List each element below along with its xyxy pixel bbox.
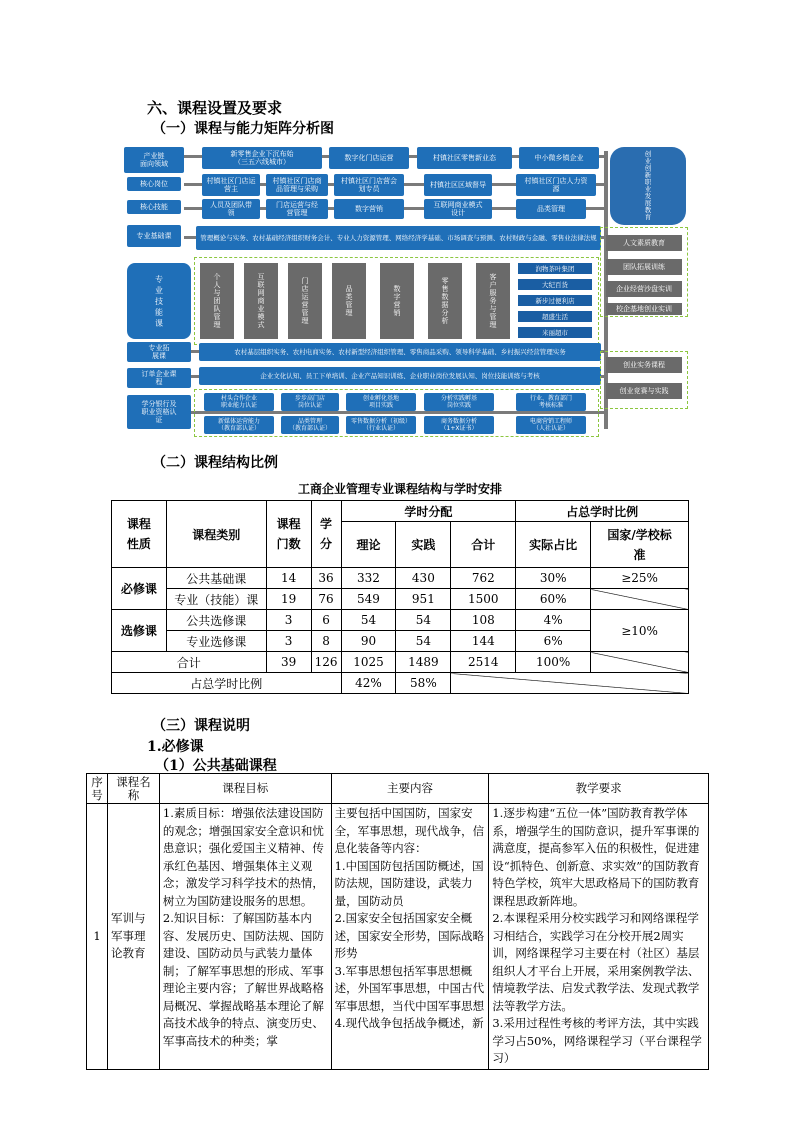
cell-no: 1 — [87, 804, 108, 1070]
th-goal: 课程目标 — [159, 774, 331, 804]
label-core-post: 核心岗位 — [127, 177, 181, 191]
enterprise-box-5: 米丽超市 — [518, 327, 592, 338]
cell-credit: 6 — [311, 610, 341, 631]
enterprise-box-1: 润物茶叶集团 — [518, 263, 592, 274]
th-credit: 学 分 — [311, 501, 341, 568]
th-nature: 课程 性质 — [112, 501, 167, 568]
cell-ratio-label: 占总学时比例 — [112, 673, 342, 694]
cell-actual: 30% — [516, 568, 591, 589]
th-type: 课程类别 — [166, 501, 266, 568]
th-theory: 理论 — [341, 522, 396, 568]
cell-ratio-theory: 42% — [341, 673, 396, 694]
post-box-3: 村镇社区门店营会 划专员 — [334, 174, 404, 196]
th-name: 课程名 称 — [107, 774, 159, 804]
skill-box-4: 互联网商业模式 设计 — [424, 199, 492, 219]
cell-sum-count: 39 — [266, 652, 311, 673]
cell-type: 公共基础课 — [166, 568, 266, 589]
right-box-6: 创业竞赛与实践 — [606, 383, 682, 399]
skill-course-7: 客 户 服 务 与 管 理 — [476, 263, 510, 339]
cert-box-3: 创业孵化基地 项目实践 — [346, 393, 416, 411]
cell-credit: 76 — [311, 589, 341, 610]
skill-course-5: 数 字 营 销 — [380, 263, 414, 339]
cell-total: 144 — [451, 631, 516, 652]
heading-required: 1.必修课 — [147, 739, 204, 755]
industry-box-2: 数字化门店运营 — [329, 147, 409, 169]
cell-type: 专业（技能）课 — [166, 589, 266, 610]
cell-theory: 54 — [341, 610, 396, 631]
cell-actual: 6% — [516, 631, 591, 652]
skill-course-3: 门 店 运 营 管 理 — [288, 263, 322, 339]
skill-box-3: 数字营销 — [334, 199, 404, 219]
skill-course-6: 零 售 数 据 分 析 — [428, 263, 462, 339]
th-actual: 实际占比 — [516, 522, 591, 568]
course-structure-table — [111, 500, 689, 694]
cell-sum-total: 2514 — [451, 652, 516, 673]
subsection-title-matrix: （一）课程与能力矩阵分析图 — [152, 121, 334, 137]
cert2-box-1: 新媒体运营能力 （教育部认证） — [204, 416, 274, 434]
cell-sum-practice: 1489 — [396, 652, 451, 673]
enterprise-box-3: 新步过便利店 — [518, 295, 592, 306]
cert2-box-4: 商务数据分析 （1+X证书） — [424, 416, 494, 434]
cell-nature: 选修课 — [112, 610, 167, 652]
skill-course-2: 互 联 网 商 业 模 式 — [244, 263, 278, 339]
cell-practice: 54 — [396, 631, 451, 652]
th-no: 序 号 — [87, 774, 108, 804]
course-description-table — [86, 773, 709, 1070]
cert2-box-5: 电商营销工程师 （人社认证） — [516, 416, 586, 434]
cert-box-2: 步步高门店 岗位认证 — [281, 393, 339, 411]
cell-std: ≥25% — [591, 568, 689, 589]
cell-count: 3 — [266, 631, 311, 652]
cell-course-name: 军训与 军事理 论教育 — [107, 804, 159, 1070]
cell-sum-actual: 100% — [516, 652, 591, 673]
th-content: 主要内容 — [331, 774, 489, 804]
subsection-title-structure: （二）课程结构比例 — [152, 455, 278, 471]
cell-actual: 60% — [516, 589, 591, 610]
cell-content: 主要包括中国国防，国家安全，军事思想，现代战争，信息化装备等内容： 1.中国国防包括国防概述，国防法规，国防建设，武装力量，国防动员 2.国家安全包括国家安全概述，国家安全形势，国际战略形势 3.军事思想包括军事思想概述，外国军事思想，中国古代军事思想，当代中国军事思想 4.现代战争包括战争概述，新 — [331, 804, 489, 1070]
cell-count: 19 — [266, 589, 311, 610]
th-total: 合计 — [451, 522, 516, 568]
innovation-edu-box: 创 业 创 新 职 业 发 展 教 育 — [610, 147, 686, 225]
cell-ratio-practice: 58% — [396, 673, 451, 694]
cell-actual: 4% — [516, 610, 591, 631]
cell-sum-theory: 1025 — [341, 652, 396, 673]
enterprise-box-4: 超盛生活 — [518, 311, 592, 322]
cell-count: 3 — [266, 610, 311, 631]
cell-practice: 54 — [396, 610, 451, 631]
ext-course-box: 农村基层组织实务、农村电商实务、农村新型经济组织管理、零售商品采购、领导科学基础、乡村振兴经营管理实务 — [199, 343, 601, 361]
label-core-skill: 核心技能 — [127, 200, 181, 214]
skill-box-5: 品类管理 — [516, 199, 586, 219]
label-basic-course: 专业基础课 — [127, 225, 181, 247]
cell-credit: 8 — [311, 631, 341, 652]
cell-count: 14 — [266, 568, 311, 589]
cell-type: 专业选修课 — [166, 631, 266, 652]
cell-total: 762 — [451, 568, 516, 589]
skill-box-2: 门店运营与经 营管理 — [266, 199, 328, 219]
cell-theory: 549 — [341, 589, 396, 610]
right-box-5: 创业实务课程 — [606, 357, 682, 373]
enterprise-box-2: 大纪百货 — [518, 279, 592, 290]
cell-type: 公共选修课 — [166, 610, 266, 631]
cell-req: 1.逐步构建“五位一体”国防教育教学体系，增强学生的国防意识，提升军事课的满意度，提高参军入伍的积极性，促进建设“抓特色、创新意、求实效”的国防教育特色学校，筑牢大思政格局下的国防教育课程思政新阵地。 2.本课程采用分校实践学习和网络课程学习相结合，实践学习在分校开展2周实训，网络课程学习主要在村（社区）基层组织人才平台上开展，采用案例教学法、情境教学法、启发式教学法、发现式教学法等教学方法。 3.采用过程性考核的考评方法，其中实践学习占50%，网络课程学习（平台课程学习） — [489, 804, 709, 1070]
cell-practice: 430 — [396, 568, 451, 589]
cell-total: 1500 — [451, 589, 516, 610]
cell-total: 108 — [451, 610, 516, 631]
skill-course-1: 个 人 与 团 队 管 理 — [200, 263, 234, 339]
cell-theory: 90 — [341, 631, 396, 652]
th-practice: 实践 — [396, 522, 451, 568]
right-box-1: 人文素质教育 — [606, 235, 682, 251]
cell-theory: 332 — [341, 568, 396, 589]
th-req: 教学要求 — [489, 774, 709, 804]
cert-box-4: 分析实践孵基 岗位实践 — [424, 393, 494, 411]
order-course-box: 企业文化认知、员工下单培训、企业产品知识训练、企业职业岗位发展认知、岗位技能训练与考核 — [199, 367, 601, 385]
label-skill-course: 专 业 技 能 课 — [127, 263, 191, 339]
course-ability-matrix-diagram — [124, 143, 689, 439]
post-box-1: 村镇社区门店运 营主 — [202, 174, 260, 196]
cell-goal: 1.素质目标：增强依法建设国防的观念；增强国家安全意识和忧患意识；强化爱国主义精神、传承红色基因、增强集体主义观念；激发学习科学技术的热情，树立为国防建设服务的思想。 2.知识目标：了解国防基本内容、发展历史、国防法规、国防建设、国防动员与武装力量体制；了解军事思想的形成、军事理论主要内容；了解世界战略格局概况、掌握战略基本理论了解高技术战争的特点、演变历史、军事高技术的种类；掌 — [159, 804, 331, 1070]
section-title: 六、课程设置及要求 — [147, 99, 283, 117]
right-box-4: 校企基地创业实训 — [606, 303, 682, 315]
th-ratio: 占总学时比例 — [516, 501, 689, 522]
post-box-2: 村镇社区门店商 品管理与采购 — [266, 174, 328, 196]
subsection-title-description: （三）课程说明 — [152, 718, 250, 734]
th-std: 国家/学校标 准 — [591, 522, 689, 568]
cert-box-1: 村头合作企业 职业能力认证 — [204, 393, 274, 411]
industry-box-1: 新零售企业下沉布始 （三五六线城市） — [202, 147, 322, 169]
cell-empty-diagonal — [591, 652, 689, 673]
table-title: 工商企业管理专业课程结构与学时安排 — [297, 482, 502, 496]
industry-box-4: 中小微乡镇企业 — [519, 147, 599, 169]
basic-course-box: 管理概论与实务、农村基础经济组织财务会计、专业人力资源管理、网络经济学基础、市场调查与预测、农村财政与金融、零售业法律法规 — [196, 226, 601, 250]
th-hours: 学时分配 — [341, 501, 516, 522]
label-cert: 学分银行及 职业资格认 证 — [127, 395, 191, 429]
post-box-4: 村镇社区区域督导 — [424, 174, 492, 196]
cell-std: ≥10% — [591, 610, 689, 652]
cell-empty-diagonal — [591, 589, 689, 610]
cert2-box-3: 零售数据分析（初级） （行业认证） — [346, 416, 416, 434]
cell-nature: 必修课 — [112, 568, 167, 610]
label-ext-course: 专业拓 展课 — [127, 342, 191, 362]
industry-box-3: 村镇社区零售新业态 — [417, 147, 512, 169]
skill-course-4: 品 类 管 理 — [332, 263, 366, 339]
cell-practice: 951 — [396, 589, 451, 610]
skill-box-1: 人员及团队带 领 — [202, 199, 260, 219]
right-box-3: 企业经营沙盘实训 — [606, 281, 682, 297]
cell-empty-diagonal — [451, 673, 689, 694]
cell-sum-label: 合计 — [112, 652, 267, 673]
cell-sum-credit: 126 — [311, 652, 341, 673]
right-box-2: 团队拓展训练 — [606, 259, 682, 275]
label-industry: 产业链 面向领域 — [124, 147, 184, 173]
cert2-box-2: 品类管理 （教育部认证） — [281, 416, 339, 434]
th-count: 课程 门数 — [266, 501, 311, 568]
heading-public-basic: （1）公共基础课程 — [155, 758, 277, 774]
cell-credit: 36 — [311, 568, 341, 589]
label-order-course: 订单企业课 程 — [127, 368, 191, 388]
cert-box-5: 行业、教育部门 考核标准 — [516, 393, 586, 411]
post-box-5: 村镇社区门店人力资 源 — [516, 174, 596, 196]
